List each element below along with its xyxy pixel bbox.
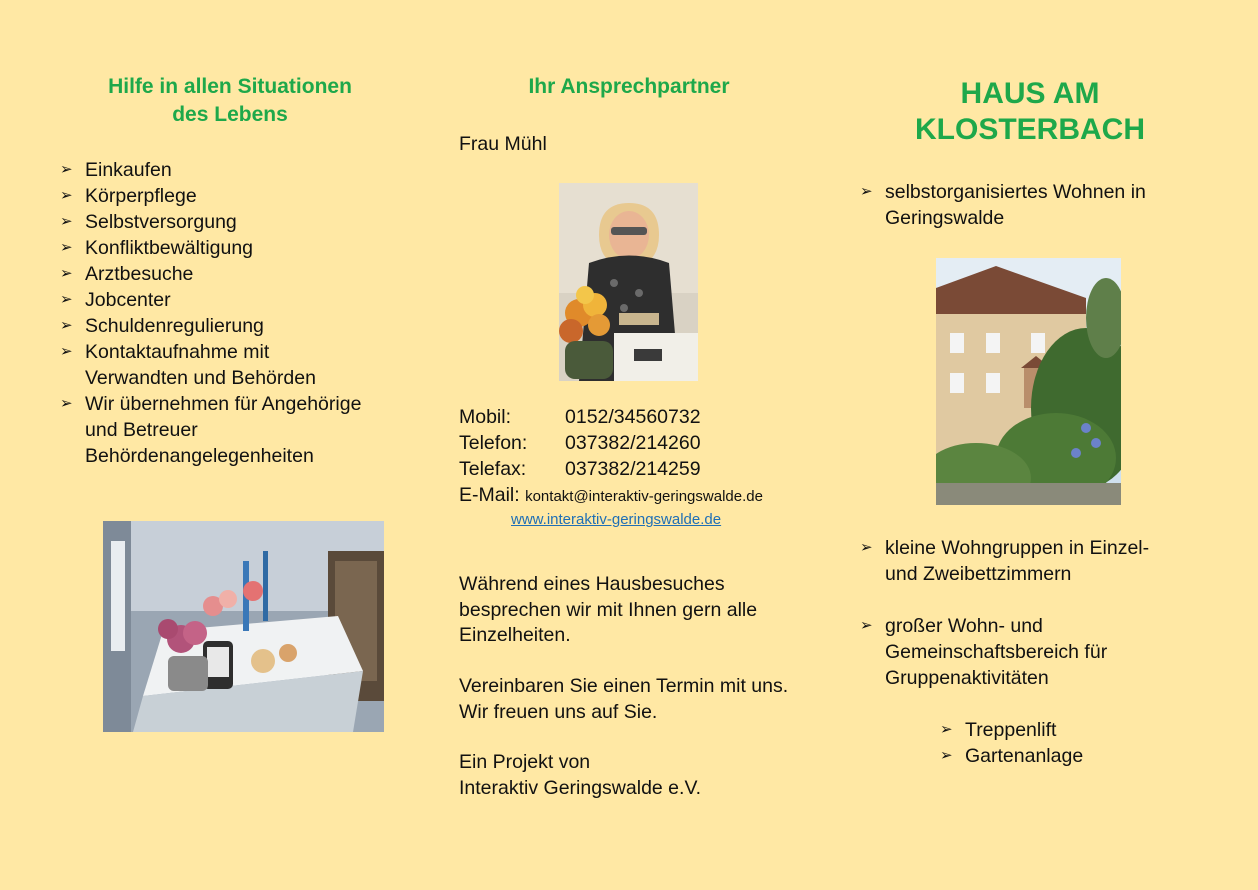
contact-row-mobile: Mobil: 0152/34560732 bbox=[459, 406, 701, 428]
arrow-bullet-icon: ➢ bbox=[860, 539, 873, 556]
appointment-paragraph: Vereinbaren Sie einen Termin mit uns. Wir freuen uns auf Sie. bbox=[459, 675, 789, 723]
list-item: ➢ Gartenanlage bbox=[940, 745, 1084, 767]
feature-list-top bbox=[860, 179, 1200, 231]
contact-row-fax: Telefax: 037382/214259 bbox=[459, 458, 701, 480]
house-photo bbox=[936, 258, 1121, 505]
arrow-bullet-icon: ➢ bbox=[60, 265, 73, 282]
dining-table-photo bbox=[103, 521, 384, 732]
arrow-bullet-icon: ➢ bbox=[60, 161, 73, 178]
arrow-bullet-icon: ➢ bbox=[60, 343, 73, 360]
list-item: ➢ Konfliktbewältigung bbox=[60, 237, 254, 259]
website-link[interactable]: www.interaktiv-geringswalde.de bbox=[511, 511, 722, 528]
project-credit-line1: Ein Projekt von bbox=[459, 751, 591, 773]
middle-heading: Ihr Ansprechpartner bbox=[528, 75, 730, 98]
list-item: ➢ Selbstversorgung bbox=[60, 211, 237, 233]
list-item: ➢ Kontaktaufnahme mit Verwandten und Behörden bbox=[60, 341, 316, 389]
arrow-bullet-icon: ➢ bbox=[940, 747, 953, 764]
list-item: ➢ Treppenlift bbox=[940, 719, 1057, 741]
arrow-bullet-icon: ➢ bbox=[860, 183, 873, 200]
arrow-bullet-icon: ➢ bbox=[860, 617, 873, 634]
project-credit bbox=[459, 750, 799, 801]
contact-name: Frau Mühl bbox=[459, 133, 547, 155]
list-item: ➢ Arztbesuche bbox=[60, 263, 194, 285]
brand-title-line2: KLOSTERBACH bbox=[915, 113, 1145, 146]
project-credit-line2: Interaktiv Geringswalde e.V. bbox=[459, 776, 702, 799]
contact-row-phone: Telefon: 037382/214260 bbox=[459, 432, 701, 454]
list-item: ➢ Einkaufen bbox=[60, 159, 172, 181]
email-address[interactable]: kontakt@interaktiv-geringswalde.de bbox=[525, 488, 763, 505]
list-item: ➢ kleine Wohngruppen in Einzel- und Zweibettzimmern bbox=[860, 537, 1150, 585]
feature-list-bottom bbox=[860, 535, 1200, 691]
services-list bbox=[60, 157, 400, 469]
arrow-bullet-icon: ➢ bbox=[940, 721, 953, 738]
visit-paragraph: Während eines Hausbesuches besprechen wir mit Ihnen gern alle Einzelheiten. bbox=[459, 573, 758, 646]
left-heading-line1: Hilfe in allen Situationen bbox=[108, 75, 352, 98]
list-item: ➢ Körperpflege bbox=[60, 185, 197, 207]
list-item: ➢ großer Wohn- und Gemeinschaftsbereich für Gruppenaktivitäten bbox=[860, 615, 1108, 689]
contact-person-photo bbox=[559, 183, 698, 381]
list-item: ➢ selbstorganisiertes Wohnen in Geringswalde bbox=[860, 181, 1146, 229]
arrow-bullet-icon: ➢ bbox=[60, 395, 73, 412]
arrow-bullet-icon: ➢ bbox=[60, 317, 73, 334]
amenities-list bbox=[940, 717, 1180, 769]
contact-row-email: E-Mail: kontakt@interaktiv-geringswalde.de bbox=[459, 484, 763, 506]
left-heading bbox=[60, 73, 400, 129]
arrow-bullet-icon: ➢ bbox=[60, 291, 73, 308]
brand-title bbox=[860, 76, 1200, 148]
arrow-bullet-icon: ➢ bbox=[60, 239, 73, 256]
list-item: ➢ Wir übernehmen für Angehörige und Betreuer Behördenangelegenheiten bbox=[60, 393, 362, 467]
website-row bbox=[459, 510, 799, 530]
contact-details bbox=[459, 404, 799, 530]
left-heading-line2: des Lebens bbox=[172, 103, 288, 126]
list-item: ➢ Schuldenregulierung bbox=[60, 315, 264, 337]
arrow-bullet-icon: ➢ bbox=[60, 187, 73, 204]
list-item: ➢ Jobcenter bbox=[60, 289, 171, 311]
brand-title-line1: HAUS AM bbox=[960, 77, 1100, 110]
arrow-bullet-icon: ➢ bbox=[60, 213, 73, 230]
